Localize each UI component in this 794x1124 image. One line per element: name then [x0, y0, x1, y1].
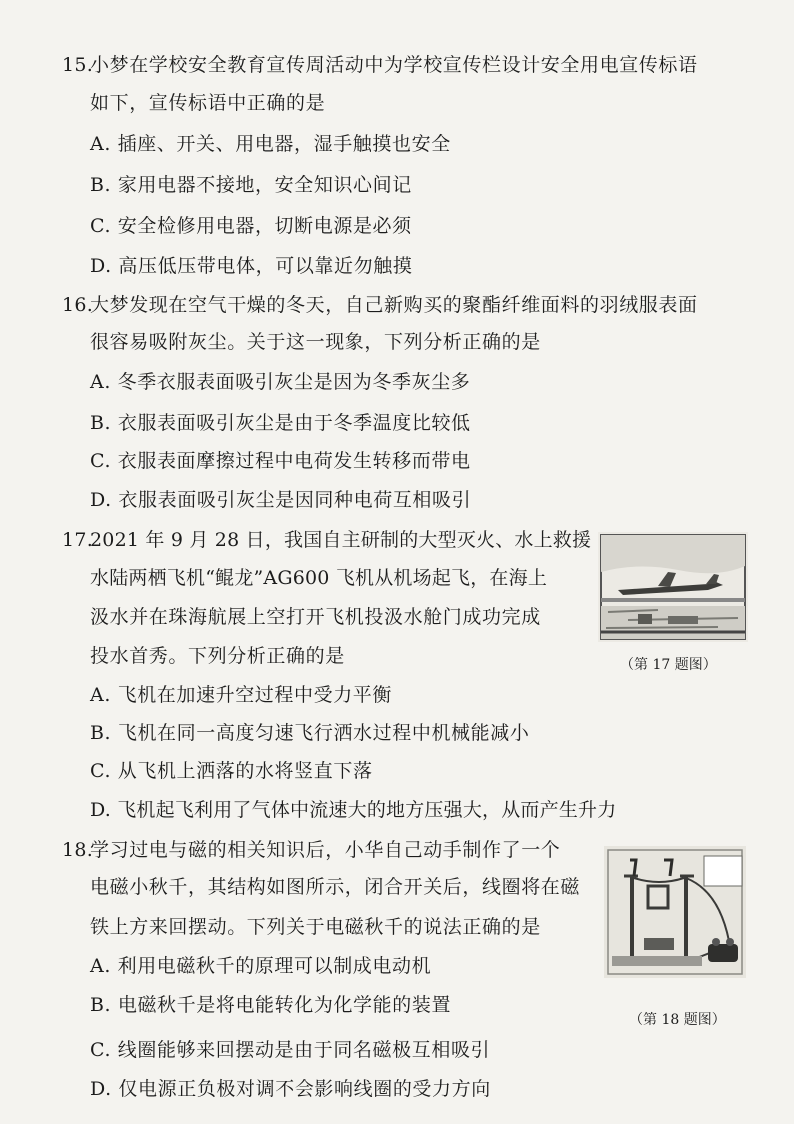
question-17-option-b: B. 飞机在同一高度匀速飞行洒水过程中机械能减小: [90, 722, 530, 744]
figure-18-caption: （第 18 题图）: [629, 1012, 726, 1028]
electromagnetic-swing-photo-icon: [604, 846, 746, 978]
figure-17-caption: （第 17 题图）: [620, 657, 717, 673]
question-15-option-b: B. 家用电器不接地，安全知识心间记: [90, 174, 412, 196]
question-17-stem-line-2: 水陆两栖飞机“鲲龙”AG600 飞机从机场起飞，在海上: [90, 567, 548, 589]
question-17-option-a: A. 飞机在加速升空过程中受力平衡: [90, 684, 393, 706]
question-18-option-b: B. 电磁秋千是将电能转化为化学能的装置: [90, 994, 452, 1016]
question-18-option-c: C. 线圈能够来回摆动是由于同名磁极互相吸引: [90, 1039, 491, 1061]
question-17-stem-line-4: 投水首秀。下列分析正确的是: [90, 645, 345, 667]
question-17-stem-line-3: 汲水并在珠海航展上空打开飞机投汲水舱门成功完成: [90, 606, 541, 628]
question-17-option-d: D. 飞机起飞利用了气体中流速大的地方压强大，从而产生升力: [90, 799, 617, 821]
question-15-number: 15.: [62, 54, 94, 76]
question-16-number: 16.: [62, 294, 94, 316]
question-18-stem-line-3: 铁上方来回摆动。下列关于电磁秋千的说法正确的是: [90, 916, 541, 938]
question-16-option-b: B. 衣服表面吸引灰尘是由于冬季温度比较低: [90, 412, 471, 434]
question-15-stem-line-1: 小梦在学校安全教育宣传周活动中为学校宣传栏设计安全用电宣传标语: [90, 54, 698, 76]
question-16-option-c: C. 衣服表面摩擦过程中电荷发生转移而带电: [90, 450, 471, 472]
question-15-option-d: D. 高压低压带电体，可以靠近勿触摸: [90, 255, 413, 277]
question-18-option-d: D. 仅电源正负极对调不会影响线圈的受力方向: [90, 1078, 491, 1100]
question-15-option-a: A. 插座、开关、用电器，湿手触摸也安全: [90, 133, 451, 155]
question-15-stem-line-2: 如下，宣传标语中正确的是: [90, 92, 326, 114]
question-15-option-c: C. 安全检修用电器，切断电源是必须: [90, 215, 412, 237]
question-17-stem-line-1: 2021 年 9 月 28 日，我国自主研制的大型灭火、水上救援: [90, 529, 592, 551]
question-16-stem-line-1: 大梦发现在空气干燥的冬天，自己新购买的聚酯纤维面料的羽绒服表面: [90, 294, 698, 316]
question-17-option-c: C. 从飞机上洒落的水将竖直下落: [90, 760, 373, 782]
question-18-stem-line-2: 电磁小秋千，其结构如图所示，闭合开关后，线圈将在磁: [90, 876, 581, 898]
question-16-option-a: A. 冬季衣服表面吸引灰尘是因为冬季灰尘多: [90, 371, 471, 393]
question-17-number: 17.: [62, 529, 94, 551]
question-18-stem-line-1: 学习过电与磁的相关知识后，小华自己动手制作了一个: [90, 839, 561, 861]
question-16-stem-line-2: 很容易吸附灰尘。关于这一现象，下列分析正确的是: [90, 331, 541, 353]
question-18-number: 18.: [62, 839, 94, 861]
seaplane-photo-icon: [598, 532, 748, 642]
question-16-option-d: D. 衣服表面吸引灰尘是因同种电荷互相吸引: [90, 489, 472, 511]
question-18-option-a: A. 利用电磁秋千的原理可以制成电动机: [90, 955, 432, 977]
